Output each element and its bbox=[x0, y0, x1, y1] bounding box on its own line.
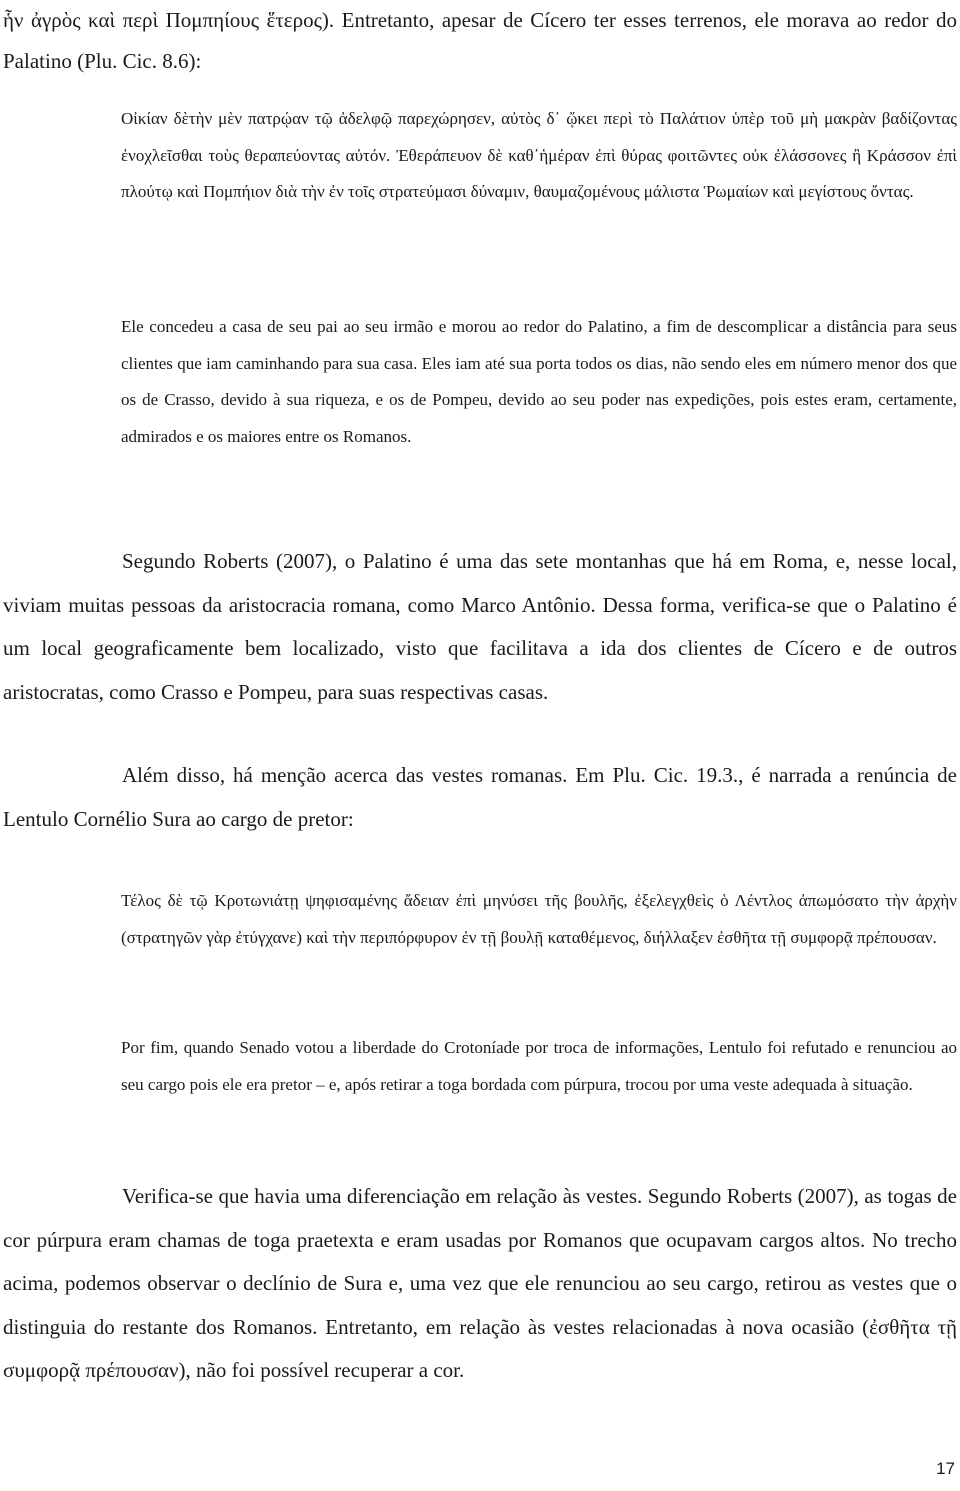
greek-quote-palatino: Οἰκίαν δὲτὴν μὲν πατρῴαν τῷ ἀδελφῷ παρεχώρησεν, αὐτὸς δ᾽ ᾤκει περὶ τὸ Παλάτιον ὑπὲρ τοῦ μὴ μακρὰν βαδίζοντας ἐνοχλεῖσθαι τοὺς θεραπεύοντας αὐτόν. Ἐθεράπευον δὲ καθ᾽ἡμέραν ἐπὶ θύρας φοιτῶντες οὐκ ἐλάσσονες ἢ Κράσσον ἐπὶ πλούτῳ καὶ Πομπήιον διὰ τὴν ἐν τοῖς στρατεύμασι δύναμιν, θαυμαζομένους μάλιστα Ῥωμαίων καὶ μεγίστους ὄντας. bbox=[121, 109, 957, 201]
translation-quote-palatino: Ele concedeu a casa de seu pai ao seu irmão e morou ao redor do Palatino, a fim de descomplicar a distância para seus clientes que iam caminhando para sua casa. Eles iam até sua porta todos os dias, não sendo eles em número menor dos que os de Crasso, devido à sua riqueza, e os de Pompeu, devido ao seu poder nas expedições, pois estes eram, certamente, admirados e os maiores entre os Romanos. bbox=[121, 317, 957, 446]
paragraph-vestes-intro: Além disso, há menção acerca das vestes romanas. Em Plu. Cic. 19.3., é narrada a renúncia de Lentulo Cornélio Sura ao cargo de pretor: bbox=[3, 763, 957, 831]
intro-paragraph: ἧν ἀγρὸς καὶ περὶ Πομπηίους ἕτερος). Entretanto, apesar de Cícero ter esses terrenos, ele morava ao redor do Palatino (Plu. Cic. 8.6): bbox=[3, 8, 957, 73]
translation-quote-lentulo: Por fim, quando Senado votou a liberdade do Crotoníade por troca de informações, Lentulo foi refutado e renunciou ao seu cargo pois ele era pretor – e, após retirar a toga bordada com púrpura, trocou por uma veste adequada à situação. bbox=[121, 1038, 957, 1094]
page-number: 17 bbox=[936, 1459, 955, 1478]
paragraph-vestes-conclusion: Verifica-se que havia uma diferenciação em relação às vestes. Segundo Roberts (2007), as togas de cor púrpura eram chamas de toga praetexta e eram usadas por Romanos que ocupavam cargos altos. No trecho acima, podemos observar o declínio de Sura e, uma vez que ele renunciou ao seu cargo, retirou as vestes que o distinguia do restante dos Romanos. Entretanto, em relação às vestes relacionadas à nova ocasião (ἐσθῆτα τῇ συμφορᾷ πρέπουσαν), não foi possível recuperar a cor. bbox=[3, 1184, 957, 1383]
paragraph-roberts-palatino: Segundo Roberts (2007), o Palatino é uma das sete montanhas que há em Roma, e, nesse local, viviam muitas pessoas da aristocracia romana, como Marco Antônio. Dessa forma, verifica-se que o Palatino é um local geograficamente bem localizado, visto que facilitava a ida dos clientes de Cícero e de outros aristocratas, como Crasso e Pompeu, para suas respectivas casas. bbox=[3, 549, 957, 704]
greek-quote-lentulo: Τέλος δὲ τῷ Κροτωνιάτῃ ψηφισαμένης ἄδειαν ἐπὶ μηνύσει τῆς βουλῆς, ἐξελεγχθεὶς ὁ Λέντλος ἀπωμόσατο τὴν ἀρχὴν (στρατηγῶν γὰρ ἐτύγχανε) καὶ τὴν περιπόρφυρον ἐν τῇ βουλῇ καταθέμενος, διήλλαξεν ἐσθῆτα τῇ συμφορᾷ πρέπουσαν. bbox=[121, 891, 957, 947]
